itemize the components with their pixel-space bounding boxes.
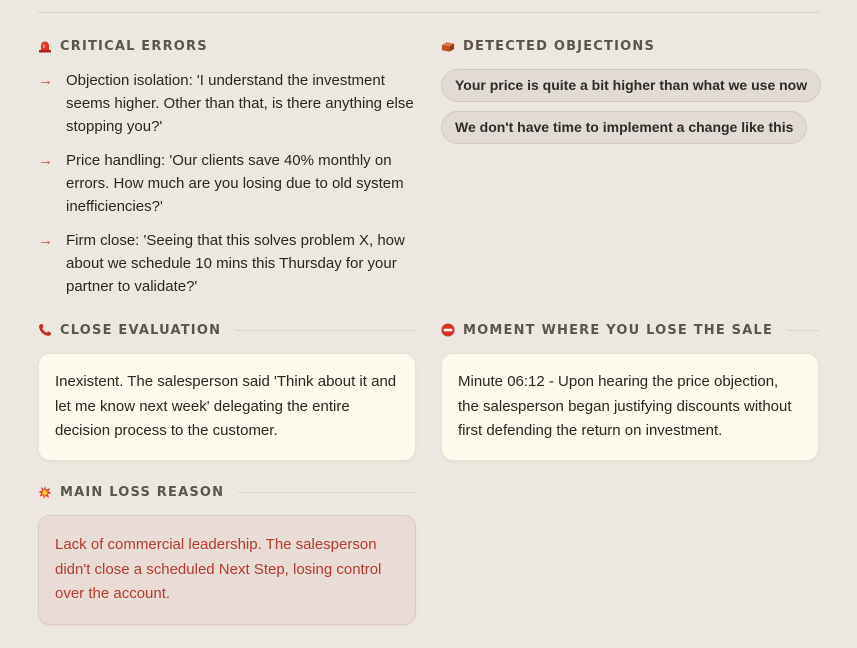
detected-objections-header (441, 37, 819, 55)
objection-pills (441, 69, 819, 144)
main-loss-reason-card (38, 515, 416, 625)
top-divider (38, 12, 819, 13)
close-evaluation-section (38, 321, 416, 461)
moment-lose-sale-header (441, 321, 819, 339)
collision-icon (38, 485, 52, 499)
moment-lose-sale-section (441, 321, 819, 461)
close-evaluation-title: CLOSE EVALUATION (60, 322, 222, 338)
section-divider (787, 330, 819, 331)
main-loss-reason-section (38, 483, 416, 625)
close-evaluation-header (38, 321, 416, 339)
moment-lose-sale-title: MOMENT WHERE YOU LOSE THE SALE (463, 322, 774, 338)
critical-errors-list (38, 69, 416, 298)
close-evaluation-card (38, 353, 416, 461)
brick-icon (441, 39, 455, 53)
list-item (38, 69, 416, 138)
critical-errors-title: CRITICAL ERRORS (60, 38, 208, 54)
moment-lose-sale-card (441, 353, 819, 461)
detected-objections-title: DETECTED OBJECTIONS (463, 38, 656, 54)
critical-error-text: Price handling: 'Our clients save 40% monthly on errors. How much are you losing due to old system inefficiencies?' (66, 152, 404, 215)
critical-errors-header (38, 37, 416, 55)
arrow-right-icon: → (38, 232, 53, 249)
arrow-right-icon: → (38, 72, 53, 89)
main-loss-reason-header (38, 483, 416, 501)
objection-pill: Your price is quite a bit higher than what we use now (441, 69, 821, 102)
critical-errors-section (38, 37, 416, 309)
critical-error-text: Firm close: 'Seeing that this solves problem X, how about we schedule 10 mins this Thursday for your partner to validate?' (66, 232, 405, 295)
section-divider (235, 330, 416, 331)
section-divider (238, 492, 416, 493)
no-entry-icon (441, 323, 455, 337)
siren-icon (38, 39, 52, 53)
moment-lose-sale-text: Minute 06:12 - Upon hearing the price objection, the salesperson began justifying discounts without first defending the return on investment. (458, 373, 792, 439)
main-loss-reason-title: MAIN LOSS REASON (60, 484, 225, 500)
telephone-icon (38, 323, 52, 337)
arrow-right-icon: → (38, 152, 53, 169)
objection-pill: We don't have time to implement a change like this (441, 111, 807, 144)
list-item (38, 229, 416, 298)
main-loss-reason-text: Lack of commercial leadership. The salesperson didn't close a scheduled Next Step, losing control over the account. (55, 536, 382, 602)
detected-objections-section (441, 37, 819, 144)
close-evaluation-text: Inexistent. The salesperson said 'Think about it and let me know next week' delegating the entire decision process to the customer. (55, 373, 397, 439)
critical-error-text: Objection isolation: 'I understand the investment seems higher. Other than that, is there anything else stopping you?' (66, 72, 414, 135)
list-item (38, 149, 416, 218)
